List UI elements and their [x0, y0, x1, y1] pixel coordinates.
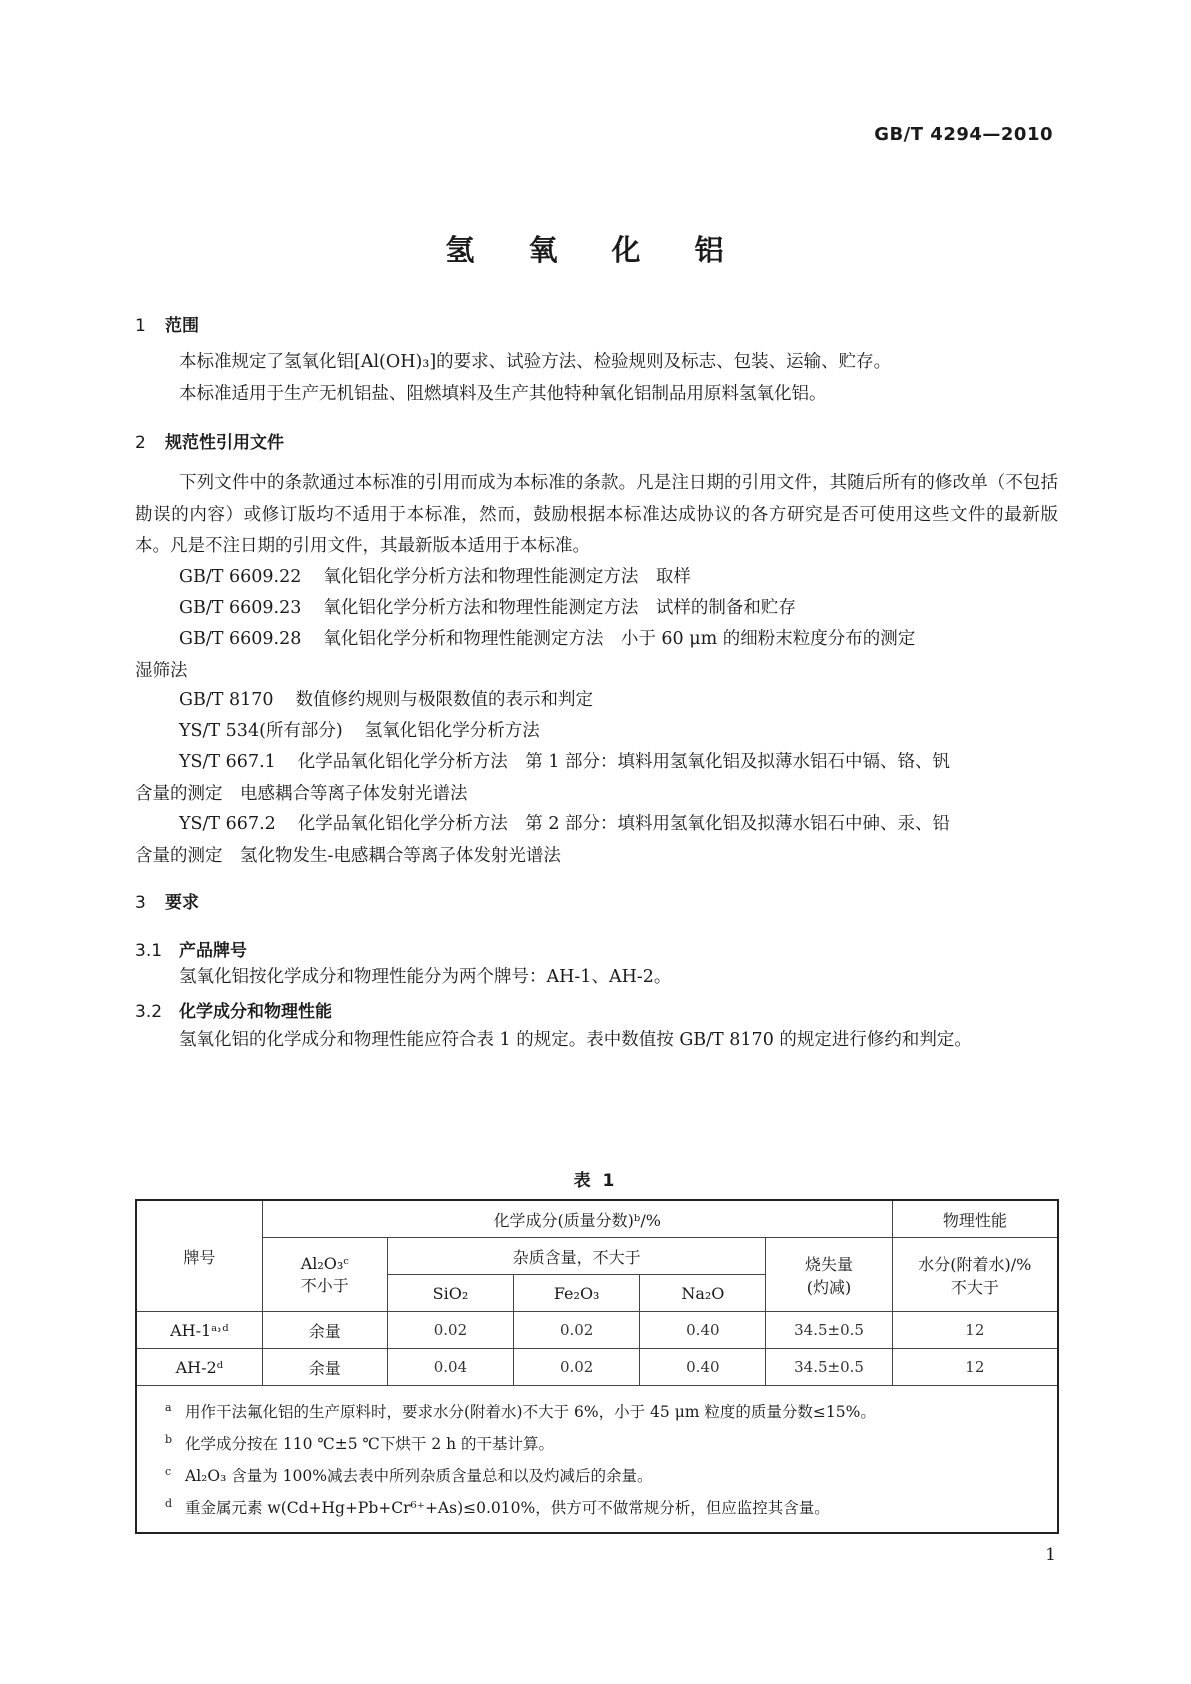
reference-title: 数值修约规则与极限数值的表示和判定 [295, 690, 594, 710]
section-3-2-heading [135, 997, 332, 1022]
reference-code: GB/T 6609.23 [179, 598, 302, 618]
section-3-1-heading [135, 936, 247, 961]
reference-continuation: 湿筛法 [135, 660, 188, 681]
cell-na2o: 0.40 [640, 1312, 766, 1349]
note-marker: c [165, 1465, 172, 1478]
reference-continuation: 含量的测定 氢化物发生-电感耦合等离子体发射光谱法 [135, 845, 561, 866]
header-grade: 牌号 [136, 1200, 262, 1312]
cell-al2o3: 余量 [262, 1349, 387, 1386]
section-3-heading [135, 888, 199, 913]
cell-sio2: 0.02 [387, 1312, 513, 1349]
cell-al2o3: 余量 [262, 1312, 387, 1349]
header-sio2: SiO₂ [387, 1275, 513, 1312]
reference-title: 化学品氧化铝化学分析方法 第 1 部分：填料用氢氧化铝及拟薄水铝石中镉、铬、钒 [297, 752, 951, 772]
reference-continuation: 含量的测定 电感耦合等离子体发射光谱法 [135, 783, 468, 804]
cell-loss: 34.5±0.5 [766, 1312, 892, 1349]
paragraph [135, 347, 1058, 379]
cell-water: 12 [892, 1312, 1058, 1349]
section-title: 范围 [165, 316, 199, 336]
paragraph-text: 氢氧化铝的化学成分和物理性能应符合表 1 的规定。表中数值按 GB/T 8170 的规定进行修约和判定。 [179, 1030, 972, 1050]
table-row [136, 1349, 1058, 1386]
table-row [136, 1312, 1058, 1349]
standard-code: GB/T 4294—2010 [874, 124, 1053, 145]
table-notes [136, 1386, 1058, 1534]
cell-fe2o3: 0.02 [514, 1349, 640, 1386]
reference-item [135, 685, 1058, 717]
note-text: 用作干法氟化铝的生产原料时，要求水分(附着水)不大于 6%，小于 45 μm 粒度的质量分数≤15%。 [185, 1403, 876, 1421]
reference-item [135, 809, 1058, 872]
section-number: 3.2 [135, 1002, 163, 1022]
header-fe2o3: Fe₂O₃ [514, 1275, 640, 1312]
note-text: 重金属元素 w(Cd+Hg+Pb+Cr⁶⁺+As)≤0.010%，供方可不做常规分析，但应监控其含量。 [185, 1499, 830, 1517]
reference-title: 氧化铝化学分析方法和物理性能测定方法 试样的制备和贮存 [323, 598, 796, 618]
spec-table [135, 1199, 1059, 1534]
header-physical: 物理性能 [892, 1200, 1058, 1238]
reference-code: GB/T 6609.22 [179, 567, 302, 587]
section-title: 要求 [165, 893, 199, 913]
cell-water: 12 [892, 1349, 1058, 1386]
section-number: 2 [135, 433, 146, 453]
note-text: 化学成分按在 110 ℃±5 ℃下烘干 2 h 的干基计算。 [185, 1435, 555, 1453]
header-al2o3-label: Al₂O₃ᶜ [300, 1253, 349, 1273]
section-1-heading [135, 311, 199, 336]
paragraph [135, 962, 1058, 994]
table-note [165, 1396, 1057, 1428]
note-marker: a [165, 1401, 172, 1414]
header-al2o3 [262, 1238, 387, 1312]
section-title: 化学成分和物理性能 [179, 1002, 332, 1022]
paragraph [135, 1025, 1058, 1057]
table-note [165, 1428, 1057, 1460]
paragraph-text: 本标准规定了氢氧化铝[Al(OH)₃]的要求、试验方法、检验规则及标志、包装、运输、贮存。 [179, 352, 892, 372]
header-impurity: 杂质含量，不大于 [387, 1238, 766, 1275]
cell-loss: 34.5±0.5 [766, 1349, 892, 1386]
paragraph-text: 本标准适用于生产无机铝盐、阻燃填料及生产其他特种氧化铝制品用原料氢氧化铝。 [179, 384, 827, 404]
reference-title: 氧化铝化学分析方法和物理性能测定方法 取样 [323, 567, 691, 587]
header-al2o3-sub: 不小于 [300, 1275, 349, 1295]
header-loss [766, 1238, 892, 1312]
section-number: 3 [135, 893, 146, 913]
reference-item [135, 562, 1058, 594]
reference-item [135, 747, 1058, 810]
cell-sio2: 0.04 [387, 1349, 513, 1386]
table-note [165, 1460, 1057, 1492]
cell-fe2o3: 0.02 [514, 1312, 640, 1349]
section-title: 产品牌号 [179, 941, 247, 961]
note-marker: d [165, 1497, 173, 1510]
reference-code: GB/T 6609.28 [179, 629, 302, 649]
reference-item [135, 593, 1058, 625]
section-number: 3.1 [135, 941, 163, 961]
reference-item [135, 716, 1058, 748]
reference-code: YS/T 667.2 [179, 814, 276, 834]
cell-grade: AH-2ᵈ [136, 1349, 262, 1386]
note-text: Al₂O₃ 含量为 100%减去表中所列杂质含量总和以及灼减后的余量。 [185, 1467, 653, 1485]
page-number: 1 [1045, 1545, 1056, 1565]
reference-code: YS/T 534(所有部分) [179, 721, 343, 741]
paragraph [135, 468, 1058, 563]
paragraph-text: 下列文件中的条款通过本标准的引用而成为本标准的条款。凡是注日期的引用文件，其随后所有的修改单（不包括勘误的内容）或修订版均不适用于本标准，然而，鼓励根据本标准达成协议的各方研究是否可使用这些文件的最新版本。凡是不注日期的引用文件，其最新版本适用于本标准。 [135, 473, 1058, 556]
header-water-sub: 不大于 [950, 1277, 999, 1297]
paragraph [135, 379, 1058, 411]
reference-title: 氢氧化铝化学分析方法 [364, 721, 540, 741]
reference-code: GB/T 8170 [179, 690, 274, 710]
reference-item [135, 624, 1058, 687]
document-title: 氢 氧 化 铝 [445, 233, 746, 267]
paragraph-text: 氢氧化铝按化学成分和物理性能分为两个牌号：AH-1、AH-2。 [179, 967, 672, 987]
header-na2o: Na₂O [640, 1275, 766, 1312]
reference-code: YS/T 667.1 [179, 752, 276, 772]
header-loss-label: 烧失量 [805, 1254, 854, 1274]
header-water-label: 水分(附着水)/% [918, 1254, 1032, 1274]
header-chemical: 化学成分(质量分数)ᵇ/% [262, 1200, 892, 1238]
table-note [165, 1492, 1057, 1524]
reference-title: 氧化铝化学分析和物理性能测定方法 小于 60 μm 的细粉末粒度分布的测定 [323, 629, 916, 649]
cell-na2o: 0.40 [640, 1349, 766, 1386]
cell-grade: AH-1ᵃ˒ᵈ [136, 1312, 262, 1349]
reference-title: 化学品氧化铝化学分析方法 第 2 部分：填料用氢氧化铝及拟薄水铝石中砷、汞、铅 [297, 814, 951, 834]
note-marker: b [165, 1433, 173, 1446]
header-loss-sub: (灼减) [806, 1277, 852, 1297]
section-title: 规范性引用文件 [165, 433, 284, 453]
section-2-heading [135, 428, 284, 453]
table-caption: 表 1 [573, 1171, 618, 1191]
section-number: 1 [135, 316, 146, 336]
header-water [892, 1238, 1058, 1312]
